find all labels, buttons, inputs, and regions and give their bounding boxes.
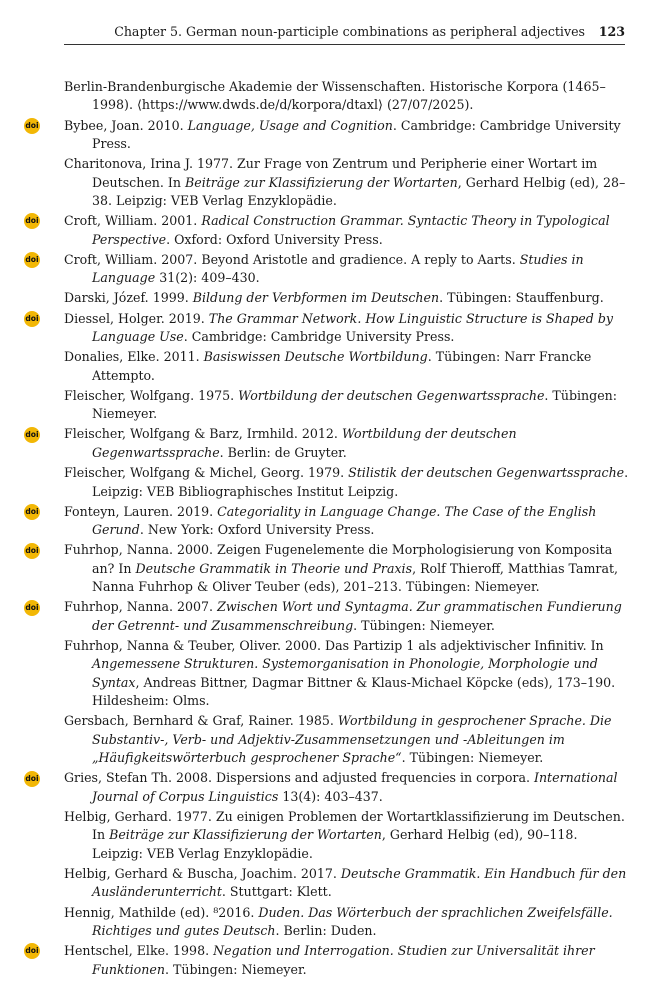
reference-entry (64, 289, 629, 307)
doi-link-icon[interactable]: doi (24, 543, 40, 559)
reference-text: Croft, William. 2001. (64, 213, 202, 229)
reference-title: Stilistik der deutschen Gegenwartssprache (348, 465, 625, 481)
reference-title: The Grammar Network. How Linguistic Structure is Shaped by Language Use (92, 310, 613, 345)
reference-title: Studies in Language (92, 251, 584, 286)
reference-text: Berlin-Brandenburgische Akademie der Wissenschaften. Historische Korpora (1465–1998). ⟨https://www.dwds.de/d/korpora/dtaxl⟩ (27/07/2025). (64, 79, 606, 113)
reference-text: . Tübingen: Niemeyer. (92, 387, 618, 422)
doi-link-icon[interactable]: doi (24, 600, 40, 616)
reference-text: . Tübingen: Niemeyer. (353, 617, 495, 633)
reference-title: Wortbildung der deutschen Gegenwartssprache (92, 426, 517, 460)
reference-text: . Berlin: Duden. (275, 923, 377, 939)
reference-text: Fuhrhop, Nanna. 2007. (64, 599, 218, 615)
reference-title: Negation und Interrogation. Studien zur Universalität ihrer Funktionen (92, 943, 595, 977)
reference-text: Fonteyn, Lauren. 2019. (64, 503, 218, 519)
reference-text: Hentschel, Elke. 1998. (64, 943, 214, 959)
reference-text: Bybee, Joan. 2010. (64, 117, 188, 133)
reference-text: . Cambridge: Cambridge University Press. (183, 329, 455, 345)
reference-text: Donalies, Elke. 2011. (64, 349, 204, 365)
reference-entry (25, 598, 629, 635)
reference-title: Categoriality in Language Change. The Case of the English Gerund (92, 503, 597, 538)
reference-entry (25, 310, 629, 347)
doi-link-icon[interactable]: doi (24, 252, 40, 268)
chapter-title: Chapter 5. German noun-participle combinations as peripheral adjectives (114, 24, 585, 39)
reference-text: . Oxford: Oxford University Press. (166, 231, 383, 247)
reference-entry (64, 155, 629, 210)
reference-text: Fuhrhop, Nanna & Teuber, Oliver. 2000. Das Partizip 1 als adjektivischer Infinitiv. In (64, 637, 604, 653)
reference-entry (64, 637, 629, 711)
reference-text: Fleischer, Wolfgang & Barz, Irmhild. 2012. (64, 426, 342, 442)
reference-text: Hennig, Mathilde (ed). ⁸2016. (64, 904, 259, 920)
running-header (64, 22, 625, 45)
reference-text: Croft, William. 2007. Beyond Aristotle and gradience. A reply to Aarts. (64, 251, 520, 267)
reference-text: Helbig, Gerhard & Buscha, Joachim. 2017. (64, 866, 341, 881)
reference-entry (64, 387, 629, 424)
reference-entry (64, 348, 629, 385)
reference-title: International Journal of Corpus Linguistics (92, 770, 618, 804)
reference-text: , Andreas Bittner, Dagmar Bittner & Klaus-Michael Köpcke (eds), 173–190. Hildesheim: Olms. (92, 674, 616, 709)
reference-text: . Tübingen: Narr Francke Attempto. (92, 349, 592, 383)
reference-entry (25, 117, 629, 154)
reference-text: . Tübingen: Niemeyer. (164, 961, 307, 977)
reference-entry (25, 503, 629, 540)
reference-text: Fleischer, Wolfgang. 1975. (64, 387, 239, 403)
reference-text: . Cambridge: Cambridge University Press. (92, 117, 621, 152)
doi-link-icon[interactable]: doi (24, 943, 40, 959)
reference-entry (64, 464, 629, 501)
reference-title: Zwischen Wort und Syntagma. Zur grammatischen Fundierung der Getrennt- und Zusammenschreibung (92, 599, 622, 633)
reference-text: 31(2): 409–430. (155, 270, 260, 286)
reference-title: Wortbildung in gesprochener Sprache. Die Substantiv-, Verb- und Adjektiv-Zusammensetzungen und -Ableitungen im „Häufigkeitswörterbuch gesprochener Sprache“ (92, 713, 612, 766)
reference-entry (25, 212, 629, 249)
reference-title: Wortbildung der deutschen Gegenwartssprache (238, 387, 545, 403)
reference-title: Language, Usage and Cognition (187, 117, 393, 133)
reference-text: , Rolf Thieroff, Matthias Tamrat, Nanna Fuhrhop & Oliver Teuber (eds), 201–213. Tübingen: Niemeyer. (92, 560, 619, 595)
reference-entry (25, 425, 629, 462)
reference-entry (64, 78, 629, 115)
reference-text: Darski, Józef. 1999. (64, 290, 193, 306)
reference-text: . Leipzig: VEB Bibliographisches Institut Leipzig. (92, 465, 629, 499)
reference-text: . Tübingen: Niemeyer. (401, 750, 544, 766)
page-number: 123 (598, 24, 625, 39)
reference-entry (64, 712, 629, 767)
doi-link-icon[interactable]: doi (24, 213, 40, 229)
reference-text: Gersbach, Bernhard & Graf, Rainer. 1985. (64, 713, 338, 729)
reference-text: . Berlin: de Gruyter. (219, 444, 347, 460)
reference-text: , Gerhard Helbig (ed), 28–38. Leipzig: VEB Verlag Enzyklopädie. (92, 174, 626, 209)
reference-text: Charitonova, Irina J. 1977. Zur Frage von Zentrum und Peripherie einer Wortart im Deutschen. In (64, 156, 598, 190)
reference-title: Radical Construction Grammar. Syntactic Theory in Typological Perspective (92, 213, 610, 247)
reference-title: Angemessene Strukturen. Systemorganisation in Phonologie, Morphologie und Syntax (92, 656, 598, 690)
reference-list (25, 78, 629, 981)
reference-text: Fleischer, Wolfgang & Michel, Georg. 1979. (64, 465, 349, 481)
reference-title: Beiträge zur Klassifizierung der Wortarten (109, 827, 382, 843)
reference-text: , Gerhard Helbig (ed), 90–118. Leipzig: VEB Verlag Enzyklopädie. (92, 827, 578, 861)
doi-link-icon[interactable]: doi (24, 311, 40, 327)
reference-text: Fuhrhop, Nanna. 2000. Zeigen Fugenelemente die Morphologisierung von Komposita an? In (64, 542, 613, 576)
reference-text: Diessel, Holger. 2019. (64, 310, 209, 326)
reference-text: . New York: Oxford University Press. (139, 522, 375, 538)
reference-title: Beiträge zur Klassifizierung der Wortarten (185, 174, 458, 190)
reference-title: Deutsche Grammatik in Theorie und Praxis (135, 560, 413, 576)
reference-entry (64, 808, 629, 863)
reference-entry (64, 865, 629, 902)
reference-text: . Stuttgart: Klett. (221, 884, 332, 900)
reference-entry (25, 541, 629, 596)
doi-link-icon[interactable]: doi (24, 504, 40, 520)
reference-text: Gries, Stefan Th. 2008. Dispersions and adjusted frequencies in corpora. (64, 770, 534, 786)
doi-link-icon[interactable]: doi (24, 118, 40, 134)
reference-title: Bildung der Verbformen im Deutschen (192, 290, 440, 306)
reference-title: Basiswissen Deutsche Wortbildung (203, 349, 428, 365)
reference-title: Deutsche Grammatik. Ein Handbuch für den Ausländerunterricht (92, 866, 627, 900)
reference-text: 13(4): 403–437. (278, 788, 383, 804)
reference-text: . Tübingen: Stauffenburg. (439, 290, 604, 306)
reference-title: Duden. Das Wörterbuch der sprachlichen Zweifelsfälle. Richtiges und gutes Deutsch (92, 904, 613, 939)
doi-link-icon[interactable]: doi (24, 427, 40, 443)
reference-entry (25, 251, 629, 288)
reference-entry (25, 769, 629, 806)
reference-entry (64, 904, 629, 941)
reference-entry (25, 942, 629, 979)
doi-link-icon[interactable]: doi (24, 771, 40, 787)
reference-text: Helbig, Gerhard. 1977. Zu einigen Problemen der Wortartklassifizierung im Deutschen. In (64, 808, 625, 843)
